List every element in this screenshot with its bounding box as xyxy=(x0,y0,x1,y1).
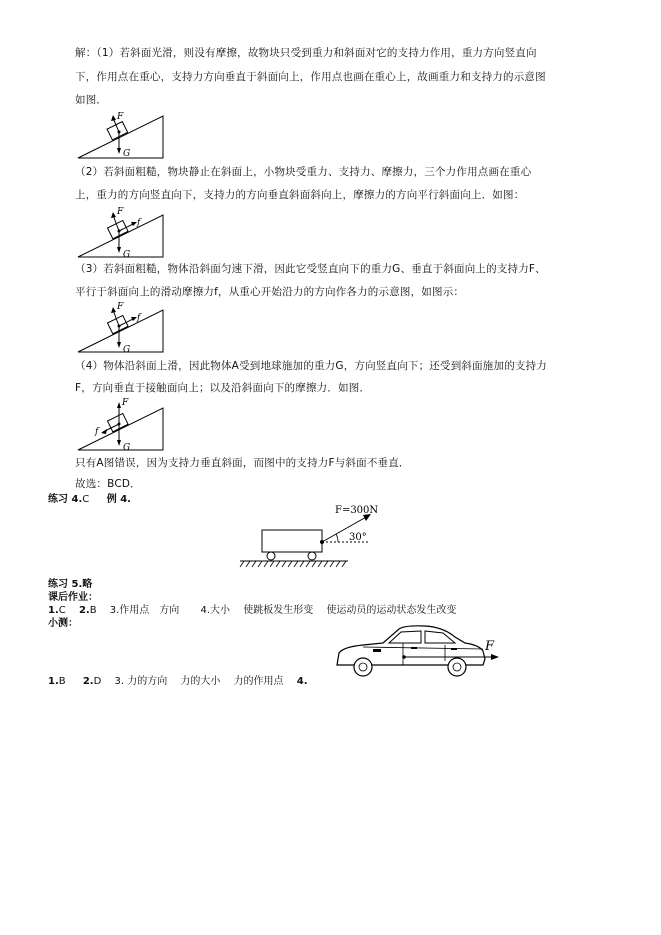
label-f: f xyxy=(137,218,141,228)
force-label: F=300N xyxy=(335,505,379,516)
solution-p3-line1: （3）若斜面粗糙，物体沿斜面匀速下滑，因此它受竖直向下的重力G、垂直于斜面向上的支持力F、 xyxy=(75,263,546,275)
incline-figure-4 xyxy=(75,396,170,454)
solution-p2-line1: （2）若斜面粗糙，物块静止在斜面上，小物块受重力、支持力、摩擦力，三个力作用点画在重心 xyxy=(75,166,532,178)
solution-p2-line2: 上，重力的方向竖直向下，支持力的方向垂直斜面斜向上，摩擦力的方向平行斜面向上．如图： xyxy=(75,189,525,201)
incline-figure-1 xyxy=(75,110,170,160)
hw-q4: 4.大小 使跳板发生形变 使运动员的运动状态发生改变 xyxy=(200,605,457,616)
conclusion-text: 只有A图错误，因为支持力垂直斜面，而图中的支持力F与斜面不垂直． xyxy=(75,457,410,469)
hw-q2-ans: B xyxy=(89,605,97,616)
quiz-q1-num: 1. xyxy=(48,676,59,687)
hw-q2-num: 2. xyxy=(78,605,90,616)
quiz-q3: 3. 力的方向 力的大小 力的作用点 xyxy=(114,676,284,687)
exercise4-answer: C xyxy=(82,494,90,505)
label-G: G xyxy=(123,149,131,159)
solution-p1-line1: 解：（1）若斜面光滑，则没有摩擦，故物块只受到重力和斜面对它的支持力作用，重力方向竖直向 xyxy=(75,47,537,59)
label-F: F xyxy=(122,398,129,408)
hw-q1-num: 1. xyxy=(48,605,59,616)
quiz-q2-num: 2. xyxy=(82,676,94,687)
car-force-figure xyxy=(333,623,503,683)
quiz-title: 小测： xyxy=(48,618,78,629)
homework-answers xyxy=(48,601,456,616)
label-f: f xyxy=(137,313,141,323)
quiz-answers xyxy=(48,672,308,687)
answer-text: 故选：BCD． xyxy=(75,478,141,490)
solution-p4-line1: （4）物体沿斜面上滑，因此物体A受到地球施加的重力G，方向竖直向下；还受到斜面施加的支持力 xyxy=(75,360,547,372)
exercise5-label: 练习 5. xyxy=(48,579,83,590)
label-G: G xyxy=(123,345,131,355)
solution-p3-line2: 平行于斜面向上的滑动摩擦力f，从重心开始沿力的方向作各力的示意图，如图示： xyxy=(75,286,465,298)
exercise4-label: 练习 4. xyxy=(48,494,83,505)
hw-q3: 3.作用点 方向 xyxy=(109,605,180,616)
label-F: F xyxy=(117,112,124,122)
label-F: F xyxy=(117,207,124,217)
quiz-q4: 4. xyxy=(296,676,308,687)
example4-label: 例 4. xyxy=(106,494,131,505)
cart-force-figure xyxy=(238,500,378,575)
hw-q1-ans: C xyxy=(58,605,66,616)
quiz-q2-ans: D xyxy=(93,676,102,687)
angle-label: 30° xyxy=(349,532,367,543)
incline-figure-2 xyxy=(75,205,170,260)
label-F: F xyxy=(117,302,124,312)
incline-figure-3 xyxy=(75,300,170,355)
car-force-label: F xyxy=(485,639,495,654)
exercise5-answer: 略 xyxy=(82,579,93,590)
solution-p1-line3: 如图． xyxy=(75,94,108,106)
label-f: f xyxy=(95,427,99,437)
label-G: G xyxy=(123,443,131,453)
solution-p1-line2: 下，作用点在重心，支持力方向垂直于斜面向上，作用点也画在重心上，故画重力和支持力的示意图 xyxy=(75,71,546,83)
label-G: G xyxy=(123,250,131,260)
quiz-q1-ans: B xyxy=(58,676,66,687)
exercise4-line xyxy=(48,490,131,505)
solution-p4-line2: F，方向垂直于接触面向上；以及沿斜面向下的摩擦力．如图． xyxy=(75,382,371,394)
homework-title: 课后作业： xyxy=(48,592,98,603)
